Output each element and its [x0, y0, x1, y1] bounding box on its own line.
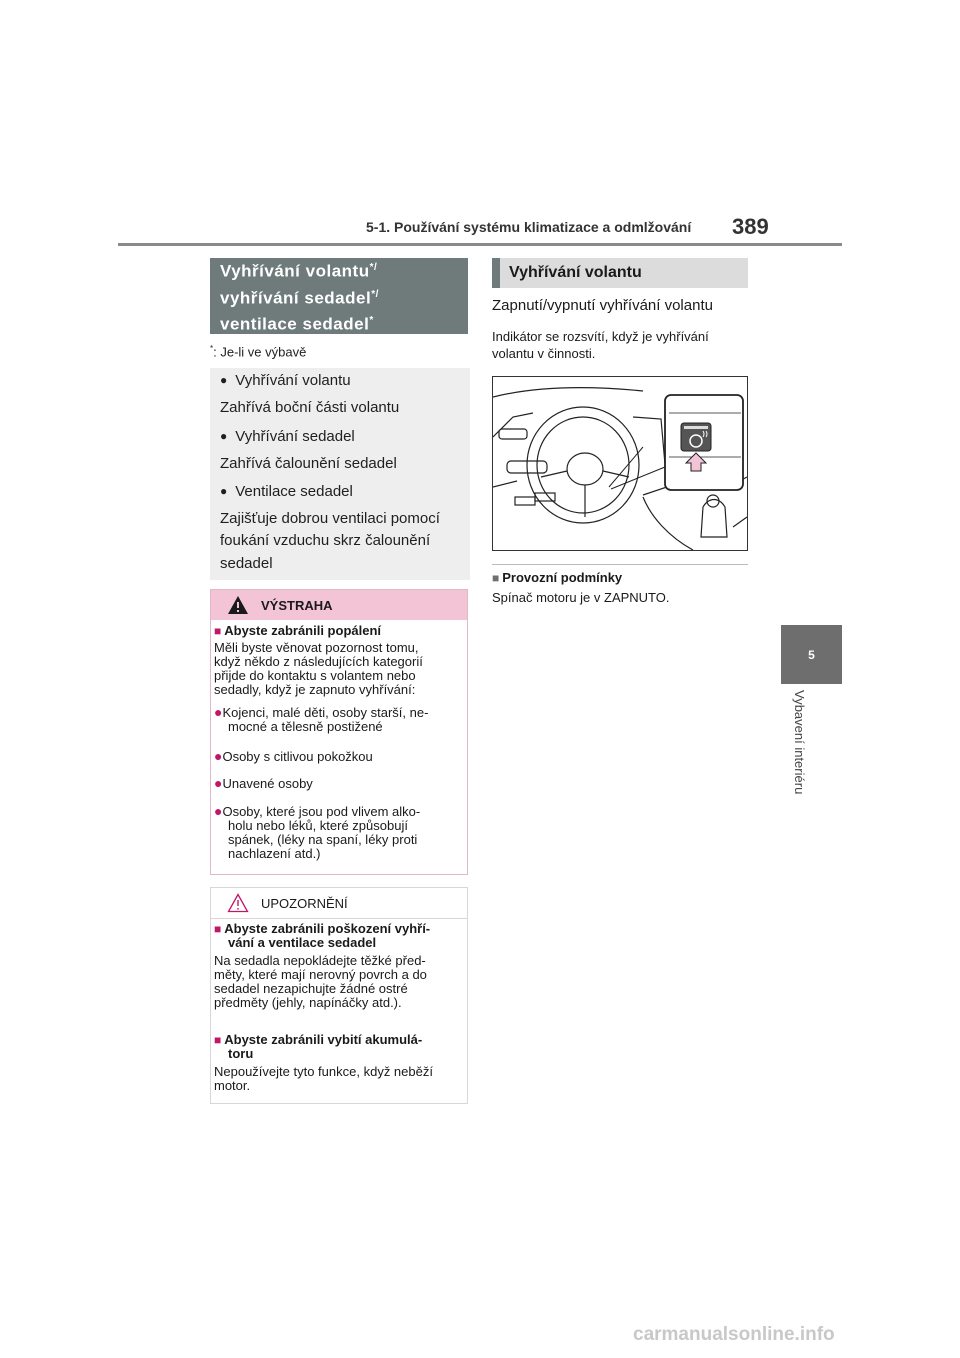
section-heading-box — [210, 258, 468, 334]
heading-line-1: Vyhřívání volantu*/ — [220, 261, 378, 281]
bullet-icon: ● — [214, 803, 223, 819]
divider — [492, 564, 748, 565]
caution-icon — [227, 893, 249, 913]
right-section-heading: Vyhřívání volantu — [492, 258, 748, 288]
footnote: *: Je-li ve výbavě — [210, 344, 307, 360]
list-item: ●Osoby s citlivou pokožkou — [214, 748, 373, 764]
list-item: ●Unavené osoby — [214, 775, 313, 791]
caution-text: Nepoužívejte tyto funkce, když neběží motor. — [214, 1064, 433, 1093]
steering-heater-illustration — [492, 376, 748, 551]
caution-section-title: ■ Abyste zabránili vybití akumulá- toru — [214, 1032, 423, 1061]
warning-section-title: ■ Abyste zabránili popálení — [214, 623, 382, 638]
bullet-icon: ● — [214, 748, 223, 764]
heading-line-3: ventilace sedadel* — [220, 314, 374, 334]
feature-heading: ● Vyhřívání volantu — [220, 372, 351, 389]
right-note: Indikátor se rozsvítí, když je vyhřívání volantu v činnosti. — [492, 329, 709, 361]
feature-heading: ● Ventilace sedadel — [220, 483, 353, 500]
warning-title: VÝSTRAHA — [261, 597, 333, 613]
feature-desc: Zahřívá boční části volantu — [220, 399, 400, 416]
page-number: 389 — [732, 214, 769, 239]
caution-text: Na sedadla nepokládejte těžké před- měty, které mají nerovný povrch a do sedadel nezapichujte žádné ostré předměty (jehly, napínáčky atd.). — [214, 953, 427, 1010]
warning-intro: Měli byste věnovat pozornost tomu, když někdo z následujících kategorií přijde do kontaktu s volantem nebo sedadly, když je zapnuto vyhřívání: — [214, 640, 423, 697]
watermark: carmanualsonline.info — [633, 1324, 835, 1345]
heading-line-2: vyhřívání sedadel*/ — [220, 288, 379, 308]
warning-header — [211, 590, 467, 620]
conditions-text: Spínač motoru je v ZAPNUTO. — [492, 590, 670, 605]
warning-icon — [227, 595, 249, 615]
dashboard-drawing — [493, 377, 747, 550]
caution-title: UPOZORNĚNÍ — [261, 895, 348, 911]
feature-heading: ● Vyhřívání sedadel — [220, 428, 355, 445]
feature-desc: Zahřívá čalounění sedadel — [220, 455, 397, 472]
caution-section-title: ■ Abyste zabránili poškození vyhří- vání a ventilace sedadel — [214, 921, 431, 950]
chapter-label: Vybavení interiéru — [792, 690, 807, 795]
chapter-tab: 5 — [781, 625, 842, 684]
list-item: ●Osoby, které jsou pod vlivem alko- holu nebo léků, které způsobují spánek, (léky na spaní, léky proti nachlazení atd.) — [214, 803, 421, 861]
right-subtitle: Zapnutí/vypnutí vyhřívání volantu — [492, 297, 713, 314]
section-title: 5-1. Používání systému klimatizace a odmlžování — [366, 219, 692, 235]
bullet-icon: ● — [214, 775, 223, 791]
conditions-title: ■ Provozní podmínky — [492, 570, 623, 585]
bullet-icon: ● — [214, 704, 223, 720]
list-item: ●Kojenci, malé děti, osoby starší, ne- mocné a tělesně postižené — [214, 704, 429, 734]
caution-header — [211, 888, 467, 919]
feature-desc: foukání vzduchu skrz čalounění — [220, 532, 431, 549]
feature-desc: sedadel — [220, 555, 273, 572]
feature-desc: Zajišťuje dobrou ventilaci pomocí — [220, 510, 440, 527]
header-rule — [118, 243, 842, 246]
